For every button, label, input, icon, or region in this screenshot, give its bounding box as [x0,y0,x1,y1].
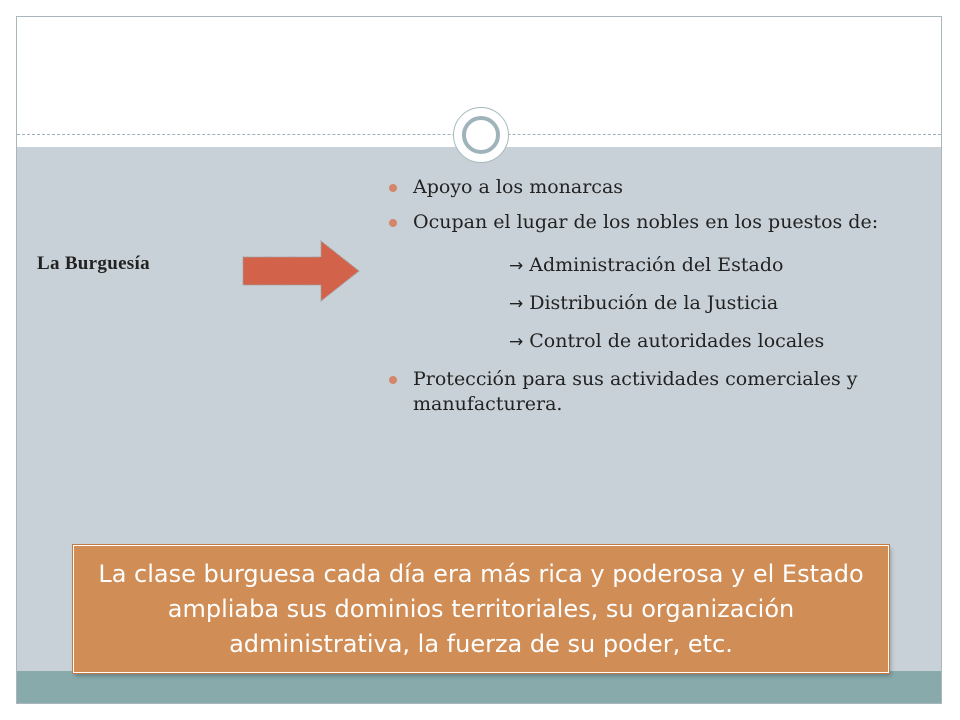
right-arrow-icon: → [509,256,524,276]
sub-list-item [381,329,901,355]
slide [16,16,942,704]
ring-circle-icon [453,107,509,163]
sub-list-item [381,291,901,317]
ring-inner [462,116,500,154]
summary-text: La clase burguesa cada día era más rica y poderosa y el Estado ampliaba sus dominios territoriales, su organización administrativa, la fuerza de su poder, etc. [98,559,864,658]
list-item [381,175,901,200]
bullet-dot-icon [389,184,397,192]
bullet-list [381,175,901,427]
bullet-text: Ocupan el lugar de los nobles en los puestos de: [413,211,879,233]
bullet-dot-icon [389,219,397,227]
list-item [381,210,901,235]
summary-box [73,545,889,673]
sub-list [381,253,901,355]
right-arrow-icon: → [509,294,524,314]
bullet-text: Apoyo a los monarcas [413,176,624,198]
list-item [381,367,901,417]
bullet-text: Protección para sus actividades comerciales y manufacturera. [413,368,858,415]
block-arrow-right-icon [241,239,361,303]
sub-item-text: Distribución de la Justicia [529,292,779,314]
sub-list-item [381,253,901,279]
footer-band [17,671,941,704]
sub-item-text: Administración del Estado [529,254,784,276]
bullet-dot-icon [389,376,397,384]
right-arrow-icon: → [509,332,524,352]
sub-item-text: Control de autoridades locales [529,330,825,352]
left-label: La Burguesía [37,253,150,274]
